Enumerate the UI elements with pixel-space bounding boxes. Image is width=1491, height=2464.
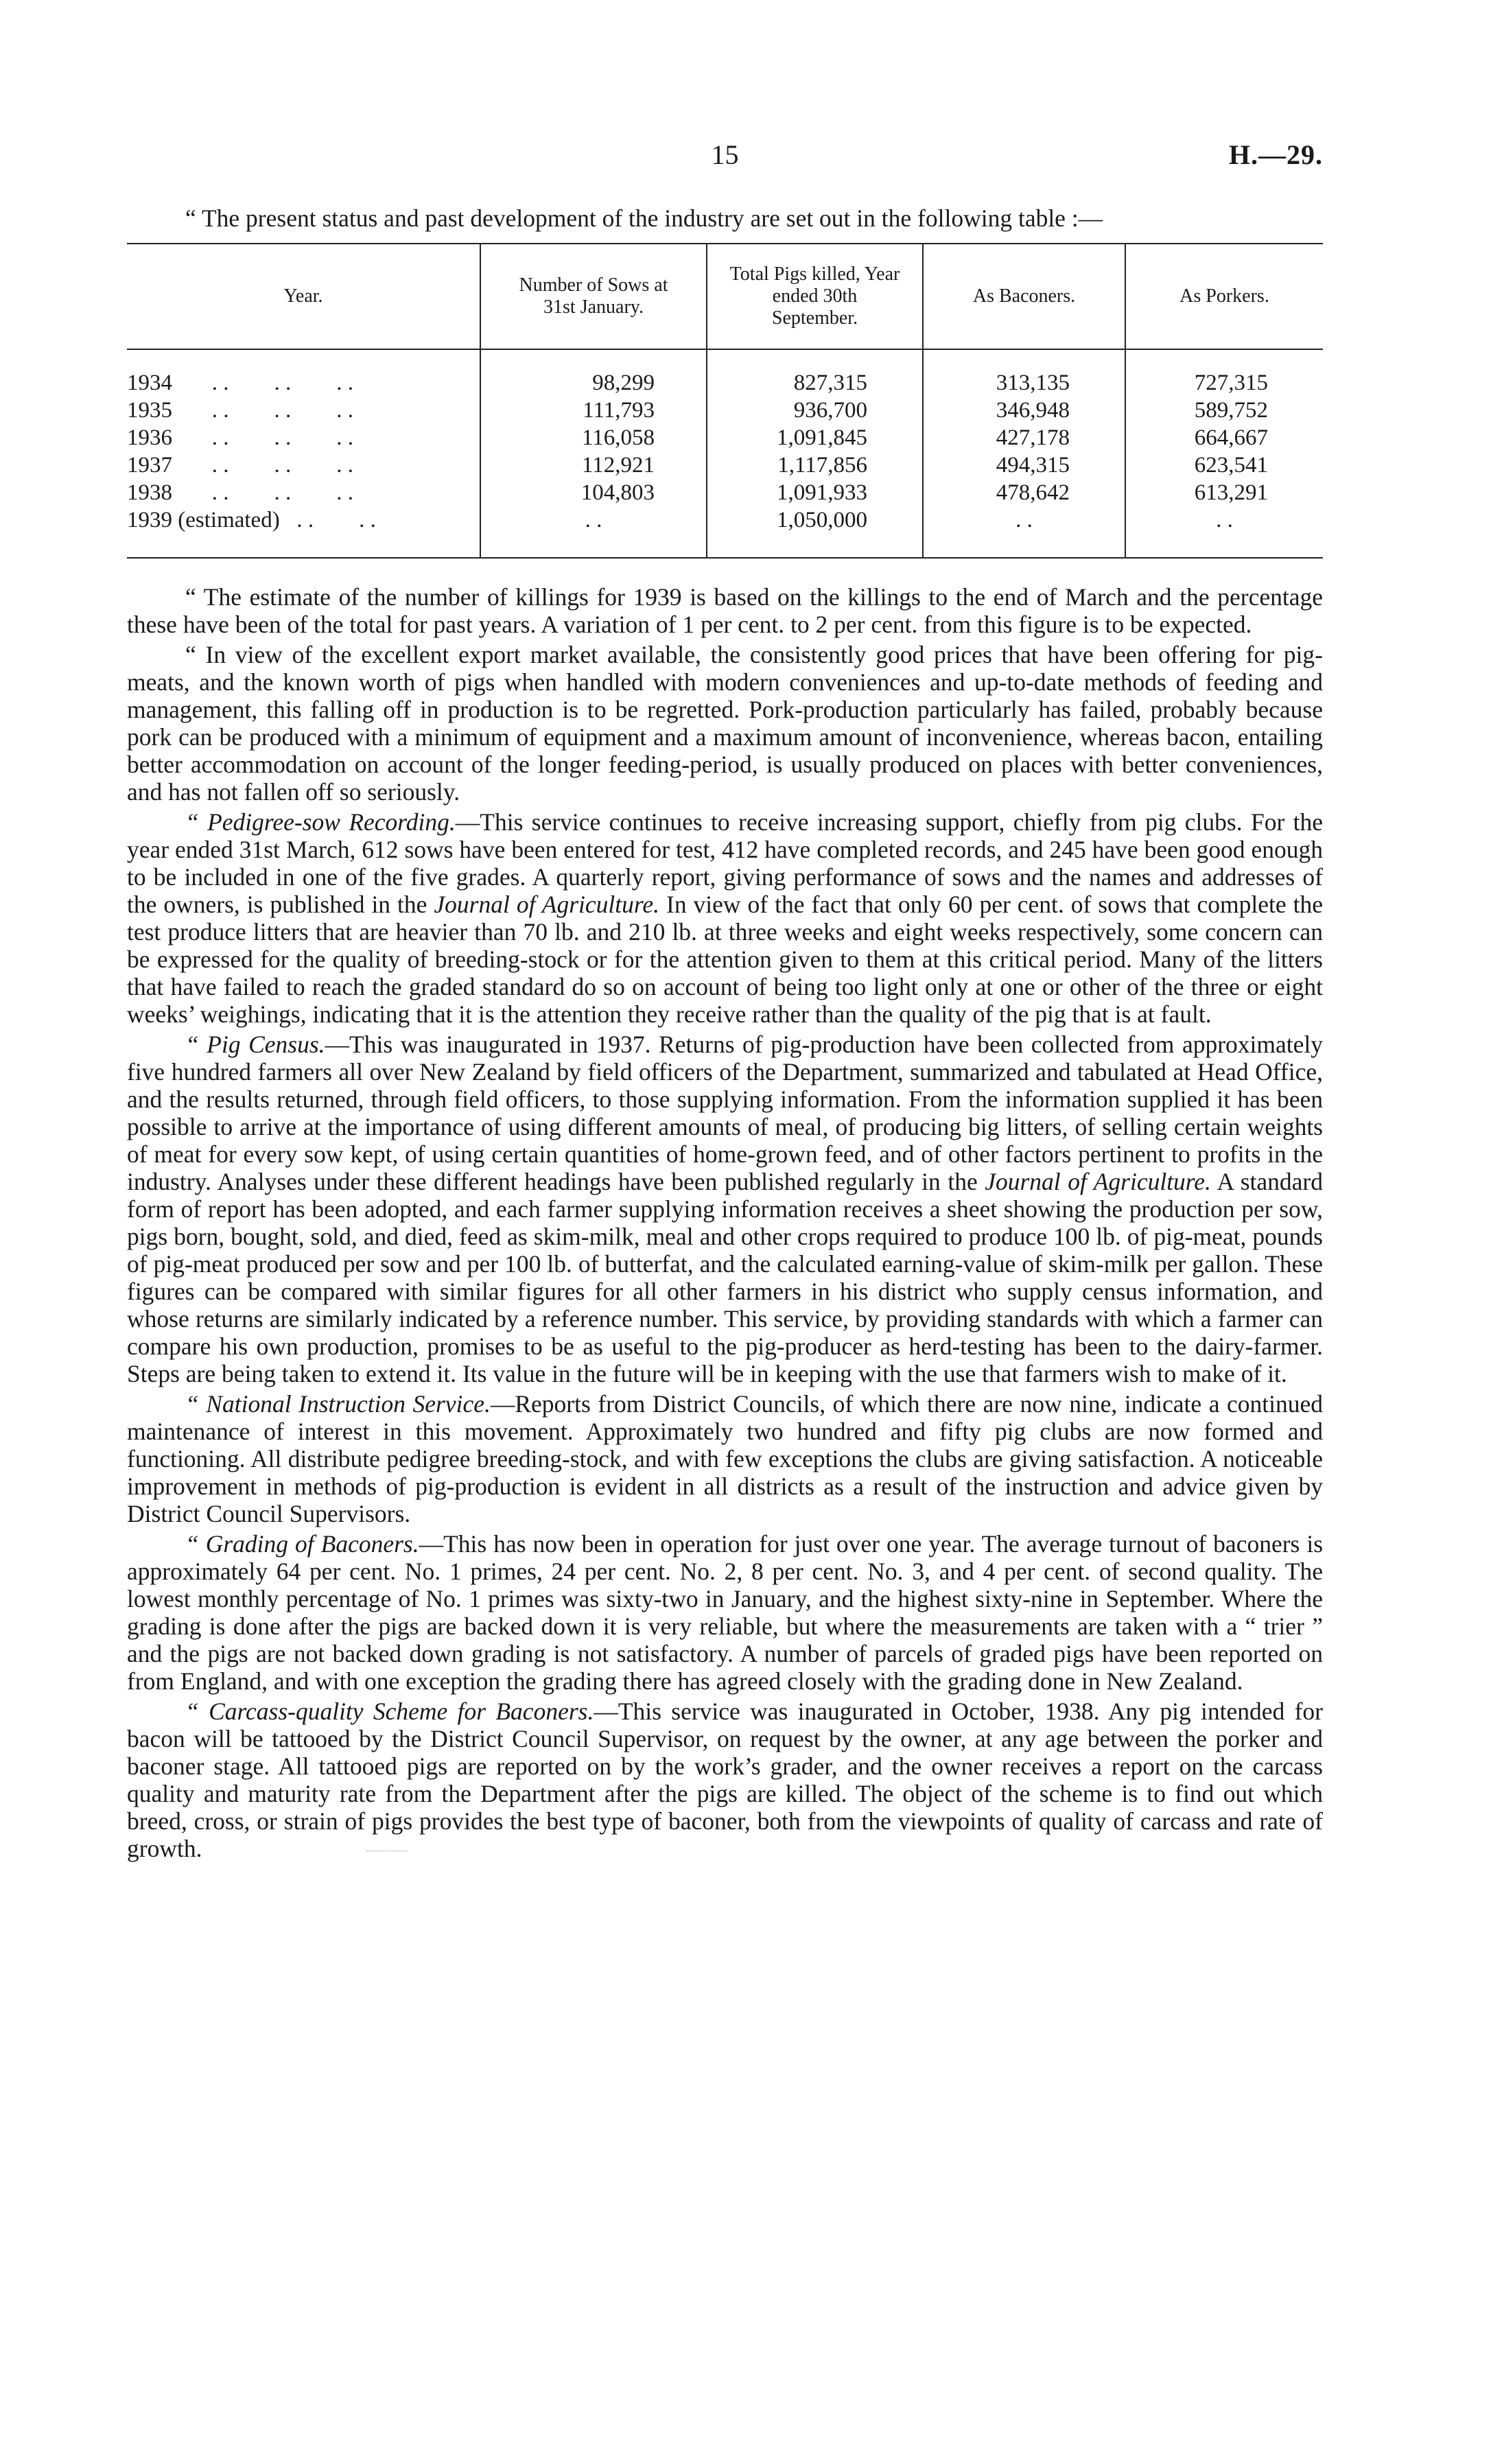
- cell-year: 1934 . . . . . .: [127, 371, 353, 395]
- cell-year: 1938 . . . . . .: [127, 480, 353, 505]
- cell-sows: . .: [480, 506, 707, 558]
- table-row: [127, 506, 1323, 558]
- cell-year: 1937 . . . . . .: [127, 453, 353, 478]
- paragraph-pig-census: [127, 1031, 1323, 1387]
- cell-porkers: 613,291: [1125, 479, 1323, 506]
- cell-sows: 104,803: [480, 479, 707, 506]
- header-sows-label: Number of Sows at 31st January.: [519, 274, 668, 318]
- cell-killed: 1,091,845: [707, 424, 923, 451]
- cell-killed: 1,050,000: [707, 506, 923, 558]
- instruction-text: —Reports from District Councils, of which there are now nine, indicate a continued maintenance of interest in this movement. Approximately two hundred and fifty pig clubs are now formed and functioning. All distribute pedigree breeding-stock, and with few exceptions the clubs are giving satisfaction. A noticeable improvement in methods of pig-production is evident in all districts as a result of the instruction and advice given by District Council Supervisors.: [127, 1390, 1324, 1527]
- header-baconers: As Baconers.: [923, 244, 1125, 349]
- cell-baconers: . .: [923, 506, 1125, 558]
- cell-killed: 827,315: [707, 349, 923, 397]
- census-text-a: —This was inaugurated in 1937. Returns of pig-production have been collected from approximately five hundred farmers all over New Zealand by field officers of the Department, summarized and tabulated at Head Office, and the results returned, through field officers, to those supplying information. From the information supplied it has been possible to arrive at the importance of using different amounts of meal, of producing big litters, of selling certain weights of meat for every sow kept, of using certain quantities of home-grown feed, and of other factors pertinent to profits in the industry. Analyses under these different headings have been published regularly in the: [127, 1031, 1323, 1195]
- section-title-carcass: “ Carcass-quality Scheme for Baconers.: [185, 1698, 594, 1725]
- cell-year: 1939 (estimated) . . . .: [127, 508, 376, 532]
- header-killed-label: Total Pigs killed, Year ended 30th September.: [729, 263, 900, 329]
- section-title-census: “ Pig Census.: [185, 1031, 325, 1058]
- journal-reference: Journal of Agriculture.: [985, 1168, 1211, 1195]
- header-sows: [480, 244, 707, 349]
- pedigree-text-a: —This service continues to receive increasing support, chiefly from pig clubs. For the year ended 31st March, 612 sows have been entered for test, 412 have completed records, and 245 have been good enough to be included in one of the five grades. A quarterly report, giving performance of sows and the names and addresses of the owners, is published in the: [127, 808, 1323, 918]
- cell-sows: 116,058: [480, 424, 707, 451]
- paragraph-estimate: “ The estimate of the number of killings for 1939 is based on the killings to the end of March and the percentage these have been of the total for past years. A variation of 1 per cent. to 2 per cent. from this figure is to be expected.: [127, 583, 1323, 638]
- cell-porkers: 664,667: [1125, 424, 1323, 451]
- table-row: [127, 451, 1323, 479]
- table-row: [127, 397, 1323, 424]
- paragraph-carcass-quality: [127, 1698, 1323, 1862]
- document-reference: H.—29.: [1228, 139, 1323, 170]
- cell-year: 1936 . . . . . .: [127, 425, 353, 450]
- cell-porkers: 589,752: [1125, 397, 1323, 424]
- header-porkers: As Porkers.: [1125, 244, 1323, 349]
- table-row: [127, 479, 1323, 506]
- table-intro: “ The present status and past development of the industry are set out in the following table :—: [185, 204, 1103, 232]
- page-number: 15: [711, 139, 739, 170]
- cell-killed: 1,091,933: [707, 479, 923, 506]
- grading-text: —This has now been in operation for just over one year. The average turnout of baconers is approximately 64 per cent. No. 1 primes, 24 per cent. No. 2, 8 per cent. No. 3, and 4 per cent. of second quality. The lowest monthly percentage of No. 1 primes was sixty-two in January, and the highest sixty-nine in September. Where the grading is done after the pigs are backed down it is very reliable, but where the measurements are taken with a “ trier ” and the pigs are not backed down grading is not satisfactory. A number of parcels of graded pigs have been reported on from England, and with one exception the grading there has agreed closely with the grading done in New Zealand.: [127, 1530, 1324, 1695]
- cell-sows: 111,793: [480, 397, 707, 424]
- cell-baconers: 494,315: [923, 451, 1125, 479]
- paragraph-national-instruction: [127, 1390, 1323, 1527]
- cell-baconers: 346,948: [923, 397, 1125, 424]
- body-text: [127, 583, 1323, 1862]
- section-title-grading: “ Grading of Baconers.: [185, 1530, 419, 1558]
- pig-statistics-table: [127, 243, 1323, 559]
- census-text-b: A standard form of report has been adopted, and each farmer supplying information receives a sheet showing the production per sow, pigs born, bought, sold, and died, feed as skim-milk, meal and other crops required to produce 100 lb. of pig-meat, pounds of pig-meat produced per sow and per 100 lb. of butterfat, and the calculated earning-value of skim-milk per gallon. These figures can be compared with similar figures for all other farmers in his district who supply census information, and whose returns are similarly indicated by a reference number. This service, by providing standards with which a farmer can compare his own production, promises to be as useful to the pig-producer as herd-testing has been to the dairy-farmer. Steps are being taken to extend it. Its value in the future will be in keeping with the use that farmers wish to make of it.: [127, 1168, 1323, 1387]
- cell-year: 1935 . . . . . .: [127, 398, 353, 423]
- cell-porkers: . .: [1125, 506, 1323, 558]
- cell-sows: 98,299: [480, 349, 707, 397]
- cell-baconers: 427,178: [923, 424, 1125, 451]
- journal-reference: Journal of Agriculture.: [434, 891, 660, 918]
- table-row: [127, 424, 1323, 451]
- cell-sows: 112,921: [480, 451, 707, 479]
- header-year: Year.: [127, 244, 480, 349]
- cell-killed: 936,700: [707, 397, 923, 424]
- paragraph-pedigree-sow-recording: [127, 808, 1323, 1028]
- cell-porkers: 727,315: [1125, 349, 1323, 397]
- header-killed: [707, 244, 923, 349]
- paragraph-grading-baconers: [127, 1530, 1323, 1695]
- table-row: [127, 349, 1323, 397]
- section-title-instruction: “ National Instruction Service.: [185, 1390, 491, 1418]
- paragraph-export-market: “ In view of the excellent export market available, the consistently good prices that have been offering for pig-meats, and the known worth of pigs when handled with modern conveniences and up-to-date methods of feeding and management, this falling off in production is to be regretted. Pork-production particularly has failed, probably because pork can be produced with a minimum of equipment and a maximum amount of inconvenience, whereas bacon, entailing better accommodation on account of the longer feeding-period, is usually produced on places with better conveniences, and has not fallen off so seriously.: [127, 641, 1323, 806]
- page-header: [127, 130, 1323, 192]
- cell-porkers: 623,541: [1125, 451, 1323, 479]
- cell-killed: 1,117,856: [707, 451, 923, 479]
- cell-baconers: 478,642: [923, 479, 1125, 506]
- cell-baconers: 313,135: [923, 349, 1125, 397]
- carcass-text: —This service was inaugurated in October, 1938. Any pig intended for bacon will be tattooed by the District Council Supervisor, on request by the owner, at any age between the porker and baconer stage. All tattooed pigs are reported on by the work’s grader, and the owner receives a report on the carcass quality and maturity rate from the Department after the pigs are killed. The object of the scheme is to find out which breed, cross, or strain of pigs provides the best type of baconer, both from the viewpoints of quality of carcass and rate of growth.: [127, 1698, 1323, 1862]
- section-title-pedigree: “ Pedigree-sow Recording.: [185, 808, 456, 836]
- table-header-row: [127, 244, 1323, 349]
- pedigree-text-b: In view of the fact that only 60 per cent. of sows that complete the test produce litters that are heavier than 70 lb. and 210 lb. at three weeks and eight weeks respectively, some concern can be expressed for the quality of breeding-stock or for the attention given to them at this critical period. Many of the litters that have failed to reach the graded standard do so on account of being too light only at one or other of the three or eight weeks’ weighings, indicating that it is the attention they receive rather than the quality of the pig that is at fault.: [127, 891, 1323, 1028]
